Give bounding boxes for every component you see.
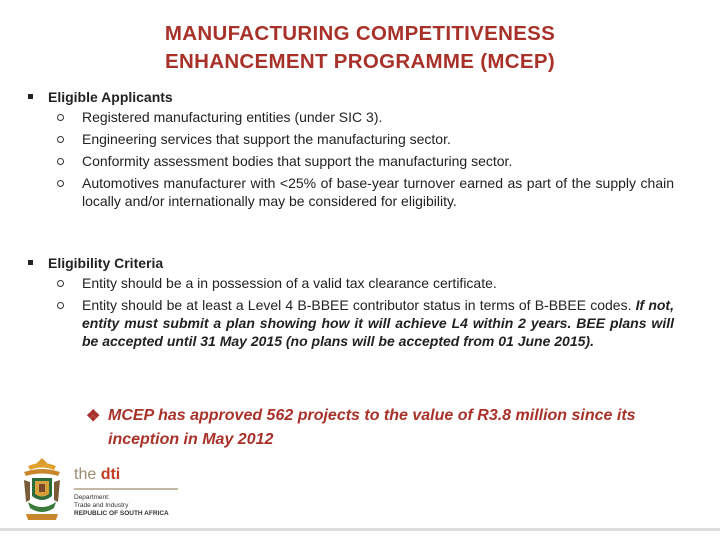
circle-bullet-icon: [57, 302, 64, 309]
list-item: Conformity assessment bodies that support the manufacturing sector.: [24, 152, 674, 170]
section-heading: Eligibility Criteria: [24, 252, 674, 274]
list-item: Engineering services that support the manufacturing sector.: [24, 130, 674, 148]
circle-bullet-icon: [57, 280, 64, 287]
square-bullet-icon: [28, 260, 33, 265]
list-item: Automotives manufacturer with <25% of base-year turnover earned as part of the supply chain locally and/or internationally may be considered for eligibility.: [24, 174, 674, 210]
coat-of-arms-icon: [18, 456, 66, 524]
highlight-callout: ❖ MCEP has approved 562 projects to the value of R3.8 million since its inception in May 2012: [86, 407, 636, 448]
dti-wordmark: the dti: [74, 466, 121, 483]
circle-bullet-icon: [57, 158, 64, 165]
applicant-list: [24, 108, 674, 210]
dti-subtext: Department: Trade and Industry REPUBLIC OF SOUTH AFRICA: [74, 494, 169, 517]
section-eligibility-criteria: [24, 252, 674, 354]
logo-divider: [74, 488, 178, 490]
criteria-list: [24, 274, 674, 350]
circle-bullet-icon: [57, 136, 64, 143]
title-line-1: MANUFACTURING COMPETITIVENESS: [164, 22, 556, 45]
list-item: Entity should be a in possession of a valid tax clearance certificate.: [24, 274, 674, 292]
title-line-2: ENHANCEMENT PROGRAMME (MCEP): [165, 50, 555, 73]
section-heading: Eligible Applicants: [24, 86, 674, 108]
circle-bullet-icon: [57, 114, 64, 121]
square-bullet-icon: [28, 94, 33, 99]
list-item: Entity should be at least a Level 4 B-BBEE contributor status in terms of B-BBEE codes. If not, entity must submit a plan showing how it will achieve L4 within 2 years. BEE plans will be accepted until 31 May 2015 (no plans will be accepted from 01 June 2015).: [24, 296, 674, 350]
diamond-bullet-icon: ❖: [86, 408, 101, 425]
page-title: [60, 20, 660, 76]
circle-bullet-icon: [57, 180, 64, 187]
list-item: Registered manufacturing entities (under SIC 3).: [24, 108, 674, 126]
footer-divider: [0, 528, 720, 531]
dti-logo: [18, 456, 218, 524]
emphasis-text: If not, entity must submit a plan showing how it will achieve L4 within 2 years. BEE plans will be accepted until 31 May 2015 (no plans will be accepted from 01 June 2015).: [82, 297, 674, 349]
section-eligible-applicants: [24, 86, 674, 214]
